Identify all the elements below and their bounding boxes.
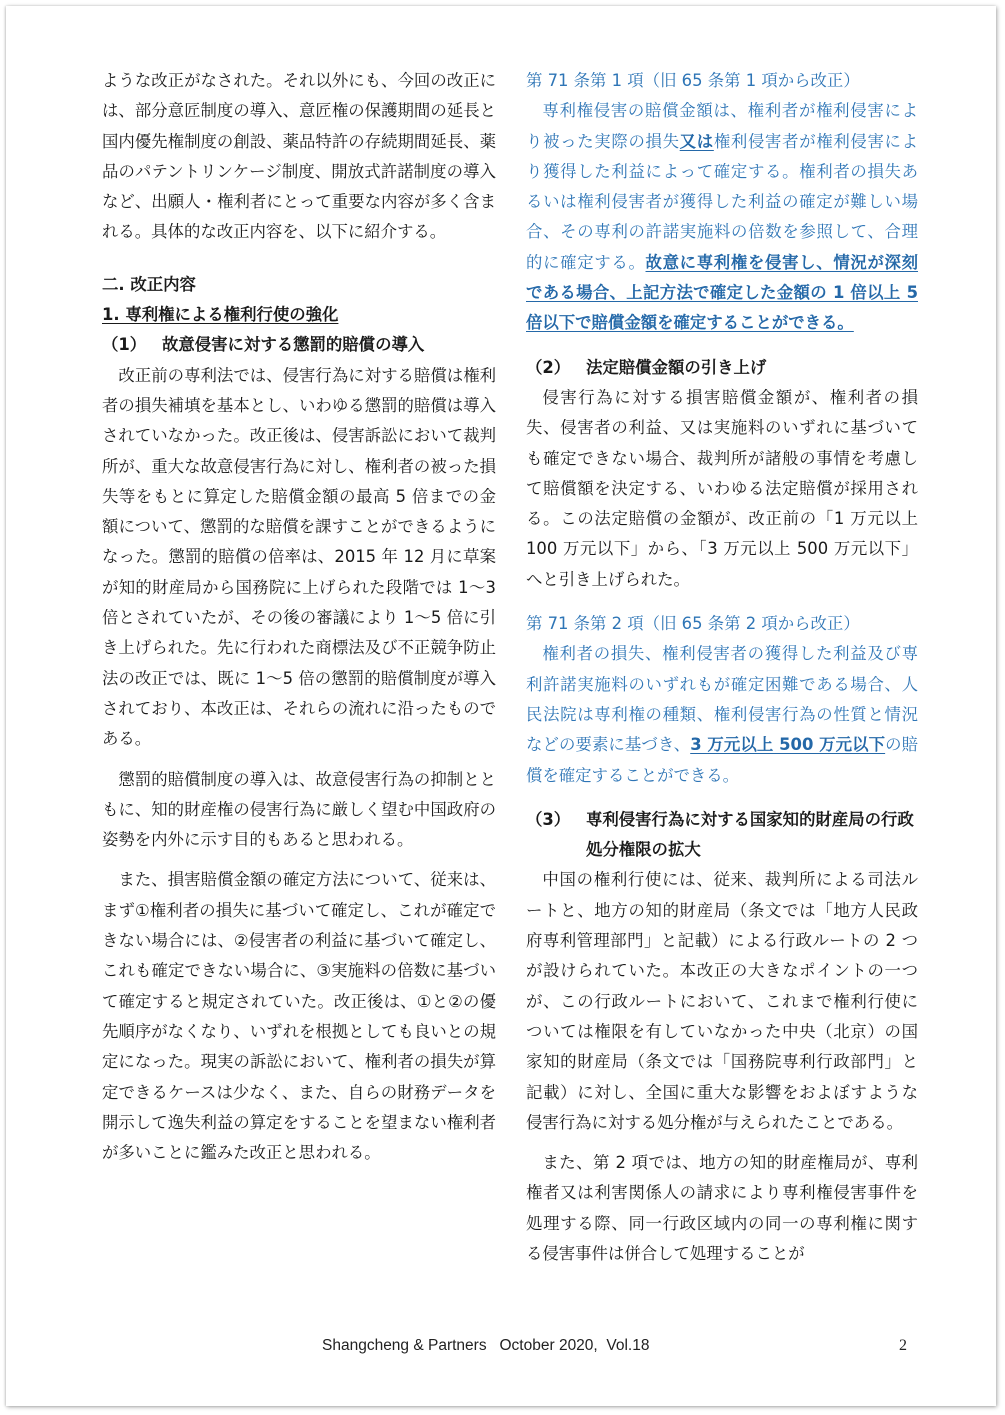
item-number: （3） bbox=[526, 809, 571, 829]
item-number: （1） bbox=[102, 335, 147, 355]
intro-paragraph: ような改正がなされた。それ以外にも、今回の改正には、部分意匠制度の導入、意匠権の保護期間の延長と国内優先権制度の創設、薬品特許の存続期間延長、薬品のパテントリンケージ制度、開放式許諾制度の導入など、出願人・権利者にとって重要な内容が多く含まれる。具体的な改正内容を、以下に紹介する。 bbox=[102, 71, 496, 242]
body-paragraph: また、損害賠償金額の確定方法について、従来は、まず①権利者の損失に基づいて確定し、これが確定できない場合には、②侵害者の利益に基づいて確定し、これも確定できない場合に、③実施料の倍数に基づいて確定すると規定されていた。改正後は、①と②の優先順序がなくなり、いずれを根拠としても良いとの規定になった。現実の訴訟において、権利者の損失が算定できるケースは少なく、また、自らの財務データを開示して逸失利益の算定をすることを望まない権利者が多いことに鑑みた改正と思われる。 bbox=[102, 870, 496, 1163]
section-title: 二. 改正内容 bbox=[102, 274, 196, 294]
item-heading-1 bbox=[102, 330, 496, 360]
body-paragraph: 侵害行為に対する損害賠償金額が、権利者の損失、侵害者の利益、又は実施料のいずれに基づいても確定できない場合、裁判所が諸般の事情を考慮して賠償額を決定する、いわゆる法定賠償が採用される。この法定賠償の金額が、改正前の「1 万元以上 100 万元以下」から、「3 万元以上 500 万元以下」へと引き上げられた。 bbox=[526, 387, 918, 589]
article-text-part: の賠償を確定することができる。 bbox=[526, 735, 919, 785]
article-text bbox=[526, 96, 918, 338]
article-emphasis: 又は bbox=[679, 131, 714, 151]
publication-info: Shangcheng & Partners October 2020, Vol.18 bbox=[322, 1337, 650, 1354]
article-emphasis: 故意に専利権を侵害し、情況が深刻である場合、上記方法で確定した金額の 1 倍以上 5 倍以下で賠償金額を確定することができる。 bbox=[526, 252, 919, 333]
page-number: 2 bbox=[899, 1337, 907, 1354]
item-heading-2 bbox=[526, 353, 918, 383]
article-text-part: 権利侵害者が権利侵害により獲得した利益によって確定する。権利者の損失あるいは権利侵害者が獲得した利益の確定が難しい場合、その専利の許諾実施料の倍数を参照して、合理的に確定する。 bbox=[526, 131, 919, 272]
body-paragraph: 中国の権利行使には、従来、裁判所による司法ルートと、地方の知的財産局（条文では「地方人民政府専利管理部門」と記載）による行政ルートの 2 つが設けられていた。本改正の大きなポイントの一つが、この行政ルートにおいて、これまで権利行使については権限を有していなかった中央（北京）の国家知的財産局（条文では「国務院専利行政部門」と記載）に対し、全国に重大な影響をおよぼすような侵害行為に対する処分権が与えられたことである。 bbox=[526, 870, 918, 1132]
article-text-part: 専利権侵害の賠償金額は、権利者が権利侵害により被った実際の損失 bbox=[526, 101, 918, 151]
page-footer bbox=[0, 1337, 1005, 1357]
article-title: 第 71 条第 1 項（旧 65 条第 1 項から改正） bbox=[526, 71, 860, 90]
item-title: 法定賠償金額の引き上げ bbox=[586, 357, 767, 377]
item-heading-3 bbox=[526, 805, 918, 866]
article-title: 第 71 条第 2 項（旧 65 条第 2 項から改正） bbox=[526, 614, 860, 634]
article-emphasis: 3 万元以上 500 万元以下 bbox=[690, 735, 886, 755]
item-number: （2） bbox=[526, 357, 571, 377]
body-paragraph: 懲罰的賠償制度の導入は、故意侵害行為の抑制とともに、知的財産権の侵害行為に厳しく望む中国政府の姿勢を内外に示す目的もあると思われる。 bbox=[102, 769, 496, 850]
left-column bbox=[102, 66, 496, 1168]
article-text bbox=[526, 639, 918, 790]
document-page bbox=[6, 6, 996, 1406]
right-column bbox=[526, 66, 918, 1269]
body-paragraph: また、第 2 項では、地方の知的財産権局が、専利権者又は利害関係人の請求により専利権侵害事件を処理する際、同一行政区域内の同一の専利権に関する侵害事件は併合して処理することが bbox=[526, 1153, 918, 1263]
item-title: 故意侵害に対する懲罰的賠償の導入 bbox=[162, 335, 425, 355]
item-title: 専利侵害行為に対する国家知的財産局の行政処分権限の拡大 bbox=[586, 809, 914, 860]
subsection-title: 1. 専利権による権利行使の強化 bbox=[102, 305, 339, 325]
article-text-part: 権利者の損失、権利侵害者の獲得した利益及び専利許諾実施料のいずれもが確定困難である場合、人民法院は専利権の種類、権利侵害行為の性質と情況などの要素に基づき、 bbox=[526, 644, 918, 755]
body-paragraph: 改正前の専利法では、侵害行為に対する賠償は権利者の損失補填を基本とし、いわゆる懲罰的賠償は導入されていなかった。改正後は、侵害訴訟において裁判所が、重大な故意侵害行為に対し、権利者の被った損失等をもとに算定した賠償金額の最高 5 倍までの金額について、懲罰的な賠償を課すことができるようになった。懲罰的賠償の倍率は、2015 年 12 月に草案が知的財産局から国務院に上げられた段階では 1〜3 倍とされていたが、その後の審議により 1〜5 倍に引き上げられた。先に行われた商標法及び不正競争防止法の改正では、既に 1〜5 倍の懲罰的賠償制度が導入されており、本改正は、それらの流れに沿ったものである。 bbox=[102, 365, 496, 749]
